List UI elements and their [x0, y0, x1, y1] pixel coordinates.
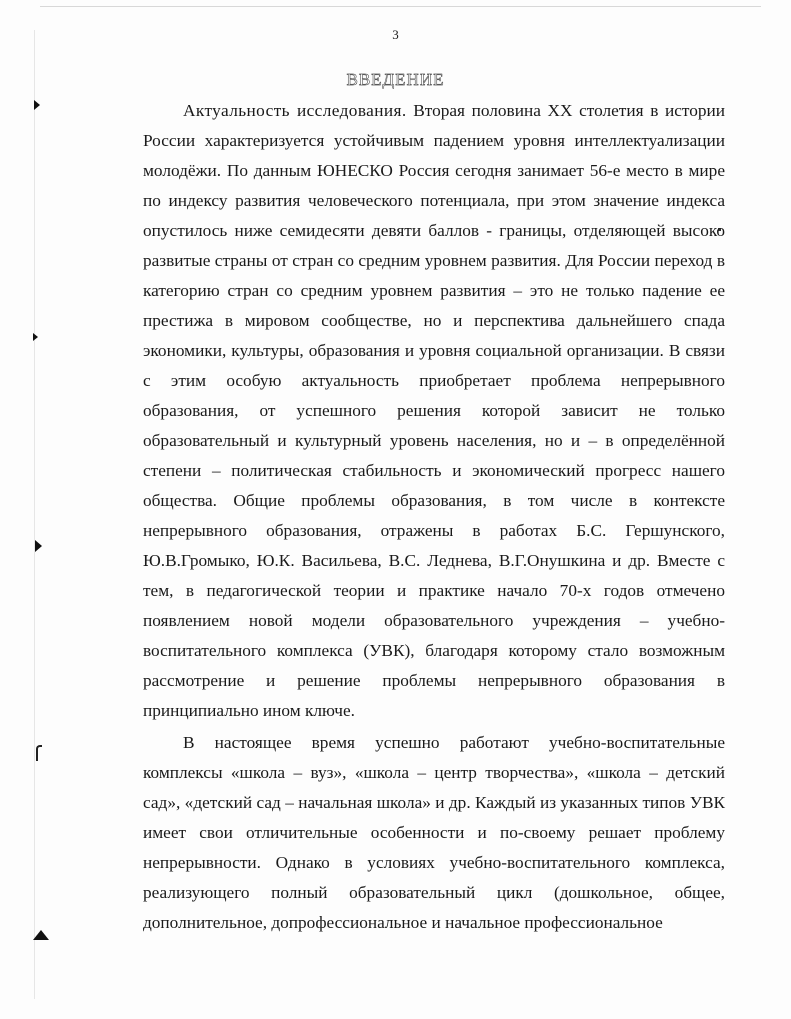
paragraph-complexes [143, 728, 725, 938]
section-heading: ВВЕДЕНИЕ [346, 70, 445, 89]
paragraph-lead: Актуальность исследования. [183, 101, 407, 120]
margin-arrow-mark [33, 930, 49, 940]
paragraph-body: В настоящее время успешно работают учебно-воспитательные комплексы «школа – вуз», «школа – центр творчества», «школа – детский сад», «детский сад – начальная школа» и др. Каждый из указанных типов УВК имеет свои отличительные особенности и по-своему решает проблему непрерывности. Однако в условиях учебно-воспитательного комплекса, реализующего полный образовательный цикл (дошкольное, общее, дополнительное, допрофессиональное и начальное профессиональное [143, 733, 725, 932]
scan-binding-edge [34, 30, 35, 999]
margin-hook-mark [36, 745, 42, 761]
page-number: 3 [392, 27, 399, 42]
margin-arrow-mark [35, 540, 42, 552]
scan-top-rule [40, 6, 761, 7]
margin-arrow-mark [33, 333, 38, 341]
paragraph-relevance [143, 96, 725, 726]
margin-arrow-mark [34, 100, 40, 110]
paragraph-body: Вторая половина XX столетия в истории России характеризуется устойчивым падением уровня интеллектуализации молодёжи. По данным ЮНЕСКО Россия сегодня занимает 56-е место в мире по индексу развития человеческого потенциала, при этом значение индекса опустилось ниже семидесяти девяти баллов - границы, отделяющей высоко развитые страны от стран со средним уровнем развития. Для России переход в категорию стран со средним уровнем развития – это не только падение ее престижа в мировом сообществе, но и перспектива дальнейшего спада экономики, культуры, образования и уровня социальной организации. В связи с этим особую актуальность приобретает проблема непрерывного образования, от успешного решения которой зависит не только образовательный и культурный уровень населения, но и – в определённой степени – политическая стабильность и экономический прогресс нашего общества. Общие проблемы образования, в том числе в контексте непрерывного образования, отражены в работах Б.С. Гершунского, Ю.В.Громыко, Ю.К. Васильева, В.С. Леднева, В.Г.Онушкина и др. Вместе с тем, в педагогической теории и практике начало 70-х годов отмечено появлением новой модели образовательного учреждения – учебно-воспитательного комплекса (УВК), благодаря которому стало возможным рассмотрение и решение проблемы непрерывного образования в принципиально ином ключе. [143, 101, 726, 720]
